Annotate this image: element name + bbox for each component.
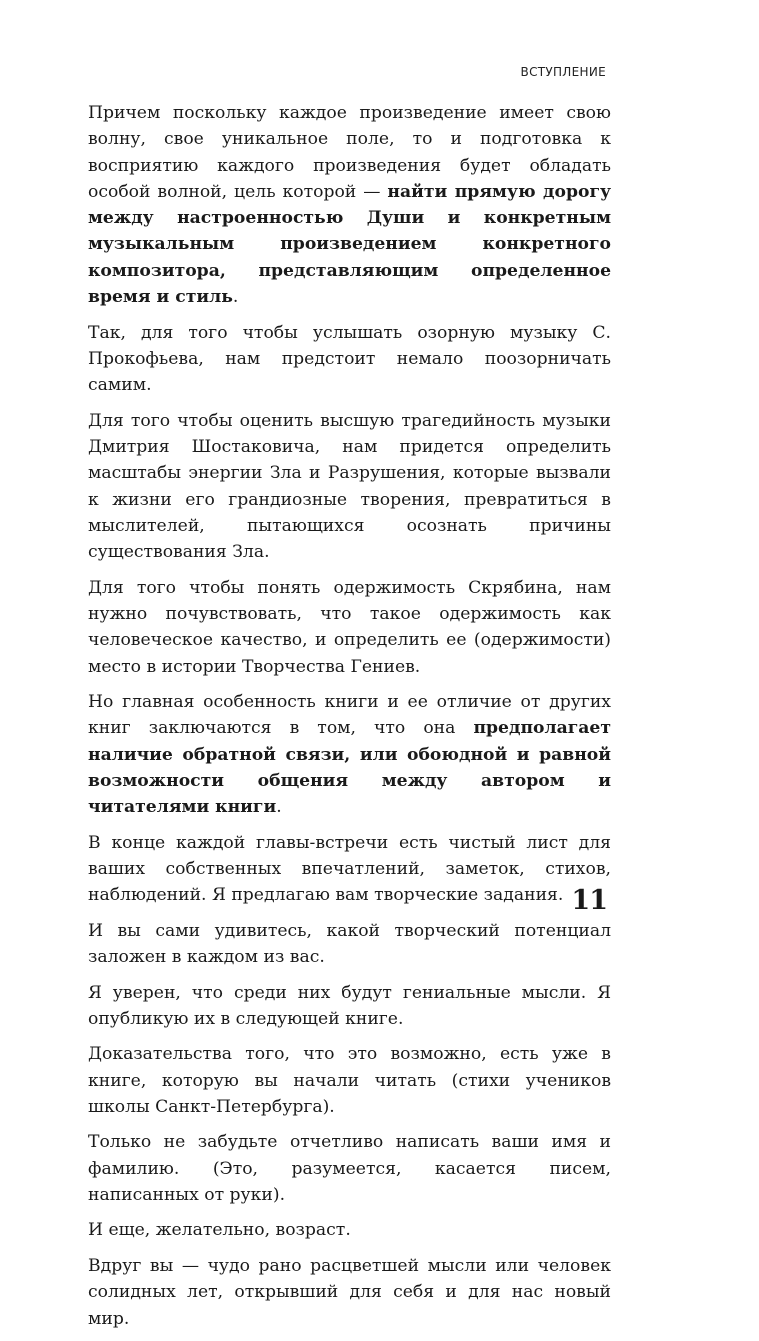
paragraph-6: В конце каждой главы-встречи есть чистый лист для ваших собственных впечатлений, заметок, стихов, наблюдений. Я предлагаю вам творческие задания. — [88, 832, 611, 906]
paragraph-7: И вы сами удивитесь, какой творческий потенциал заложен в каждом из вас. — [88, 920, 611, 968]
paragraph-5-text: Но главная особенность книги и ее отличие от других книг заключаются в том, что она — [88, 691, 611, 739]
paragraph-2: Так, для того чтобы услышать озорную музыку С. Прокофьева, нам предстоит немало поозорничать самим. — [88, 322, 611, 396]
paragraph-1 — [88, 100, 611, 310]
paragraph-8: Я уверен, что среди них будут гениальные мысли. Я опубликую их в следующей книге. — [88, 982, 611, 1029]
paragraph-5-end: . — [276, 797, 282, 818]
paragraph-1-end: . — [232, 287, 239, 308]
paragraph-12: Вдруг вы — чудо рано расцветшей мысли или человек солидных лет, открывший для себя и для нас новый мир. — [88, 1255, 611, 1329]
running-head: ВСТУПЛЕНИЕ — [520, 65, 606, 79]
paragraph-1-text: Причем поскольку каждое произведение имеет свою волну, свое уникальное поле, то и подготовка к восприятию каждого произведения будет обладать особой волной, цель которой — — [88, 103, 611, 202]
body-text — [88, 100, 611, 1341]
page-number: 11 — [571, 885, 607, 916]
paragraph-3: Для того чтобы оценить высшую трагедийность музыки Дмитрия Шостаковича, нам придется определить масштабы энергии Зла и Разрушения, которые вызвали к жизни его грандиозные творения, превратиться в мыслителей, пытающихся осознать причины существования Зла. — [88, 410, 611, 563]
paragraph-11: И еще, желательно, возраст. — [88, 1220, 351, 1241]
paragraph-5 — [88, 689, 611, 820]
paragraph-4: Для того чтобы понять одержимость Скрябина, нам нужно почувствовать, что такое одержимость как человеческое качество, и определить ее (одержимости) место в истории Творчества Гениев. — [88, 577, 611, 677]
paragraph-1-emphasis: найти прямую дорогу между настроенностью Души и конкретным музыкальным произведением конкретного композитора, представляющим определенное время и стиль — [88, 181, 611, 308]
paragraph-10: Только не забудьте отчетливо написать ваши имя и фамилию. (Это, разумеется, касается писем, написанных от руки). — [88, 1132, 611, 1205]
paragraph-5-emphasis: предполагает наличие обратной связи, или обоюдной и равной возможности общения между автором и читателями книги — [88, 718, 611, 818]
paragraph-9: Доказательства того, что это возможно, есть уже в книге, которую вы начали читать (стихи учеников школы Санкт-Петербурга). — [88, 1044, 611, 1117]
